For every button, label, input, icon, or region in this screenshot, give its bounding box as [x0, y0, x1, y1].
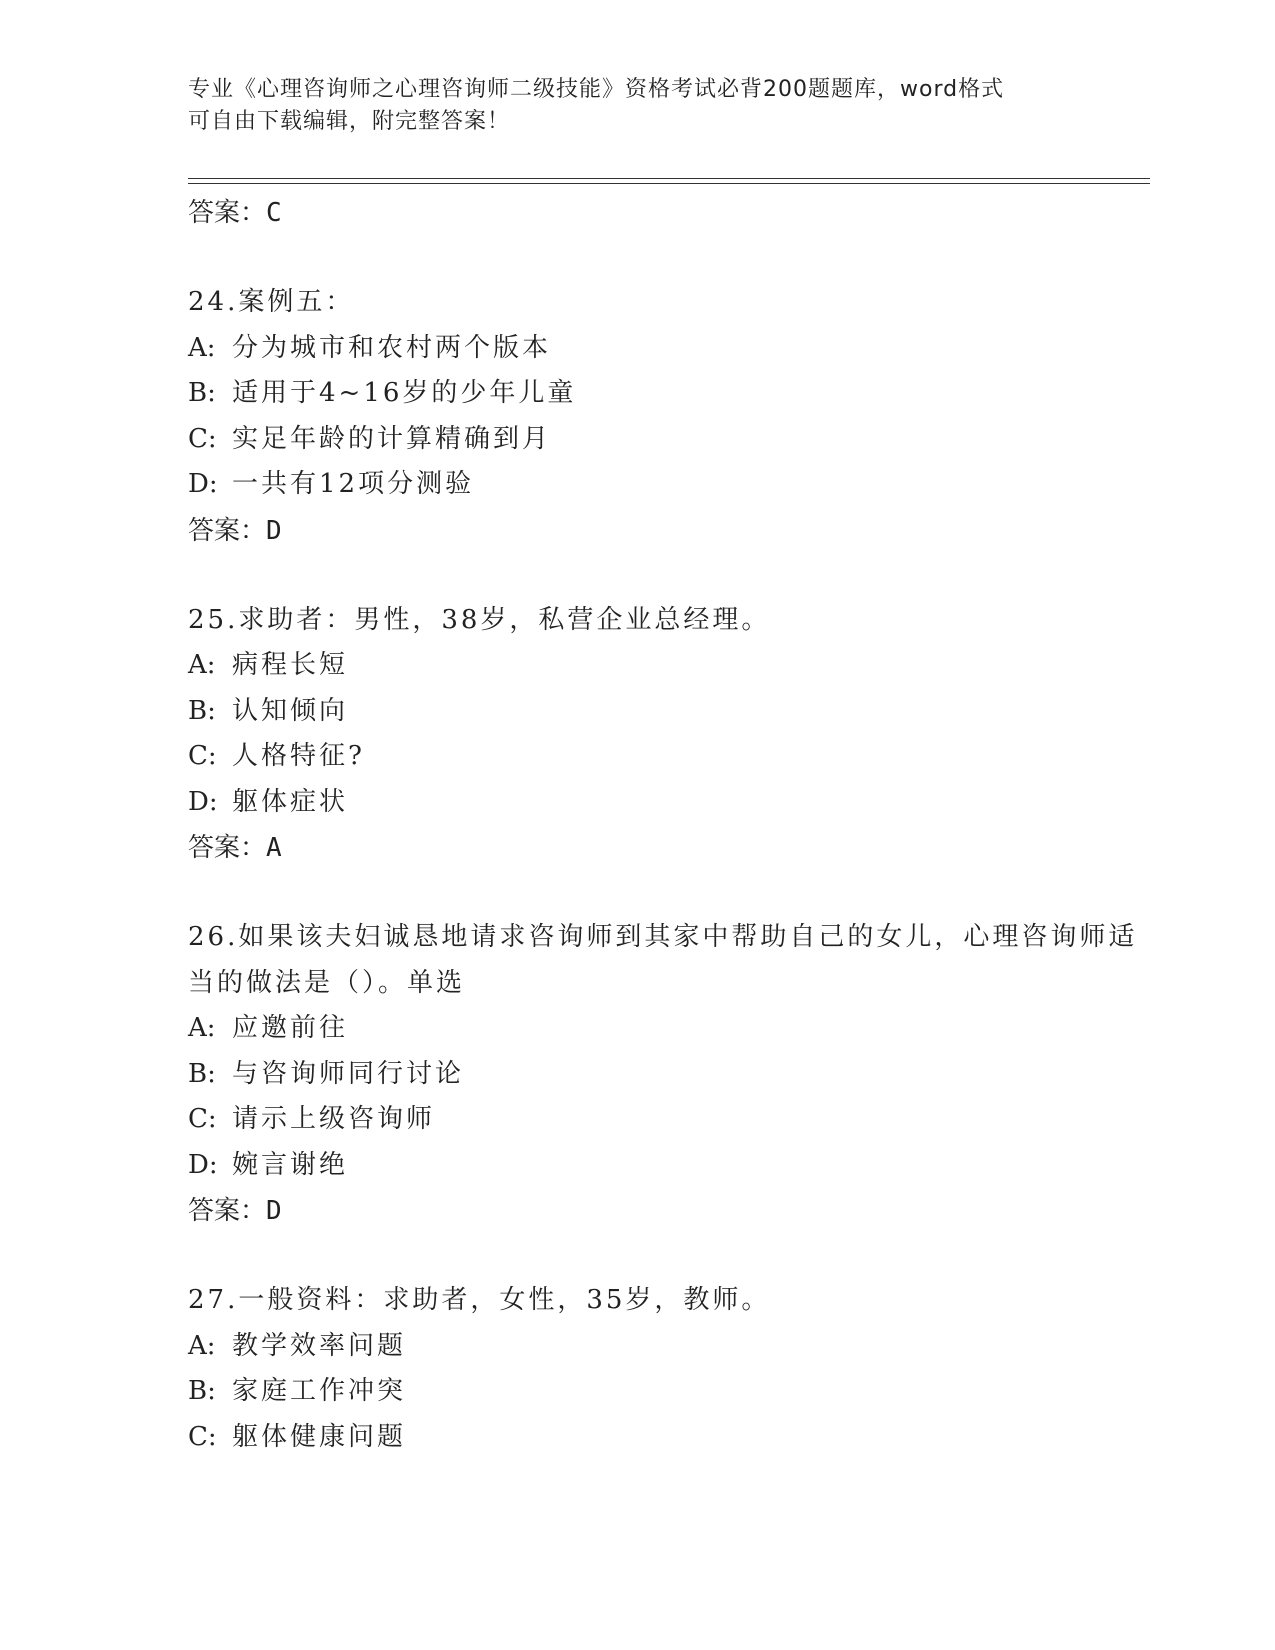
option-letter: A: — [188, 1013, 216, 1043]
option-letter: B: — [188, 1058, 216, 1089]
option-text: 家庭工作冲突 — [232, 1376, 407, 1406]
header-divider-top — [188, 178, 1150, 179]
option-text: 分为城市和农村两个版本 — [232, 332, 552, 363]
option-a — [188, 326, 1138, 372]
question-text: 26.如果该夫妇诚恳地请求咨询师到其家中帮助自己的女儿，心理咨询师适当的做法是（）。单选 — [188, 922, 1138, 998]
option-letter: B: — [188, 378, 216, 408]
option-text: 适用于4~16岁的少年儿童 — [232, 378, 577, 408]
option-letter: A: — [188, 332, 216, 363]
header-divider-bottom — [188, 183, 1150, 184]
option-text: 请示上级咨询师 — [232, 1104, 436, 1134]
option-letter: B: — [188, 695, 216, 726]
option-text: 应邀前往 — [232, 1013, 349, 1043]
option-c — [188, 417, 1138, 463]
question-25 — [188, 598, 1138, 872]
option-c — [188, 734, 1138, 780]
option-letter: D: — [188, 786, 218, 817]
option-text: 躯体症状 — [232, 786, 349, 817]
option-text: 一共有12项分测验 — [232, 469, 475, 499]
option-d — [188, 462, 1138, 508]
option-a — [188, 643, 1138, 689]
option-letter: C: — [188, 1104, 217, 1134]
answer-line: 答案：A — [188, 833, 282, 863]
option-c — [188, 1097, 1138, 1143]
option-letter: C: — [188, 1421, 217, 1452]
option-a — [188, 1006, 1138, 1052]
question-text: 24.案例五： — [188, 287, 355, 317]
header-line-2: 可自由下载编辑，附完整答案！ — [188, 109, 511, 134]
option-text: 与咨询师同行讨论 — [232, 1058, 465, 1089]
option-b — [188, 1052, 1138, 1098]
option-d — [188, 1143, 1138, 1189]
option-letter: C: — [188, 741, 217, 771]
option-text: 病程长短 — [232, 650, 349, 680]
question-list — [188, 190, 1138, 1460]
question-27 — [188, 1278, 1138, 1460]
answer-line: 答案：D — [188, 1196, 282, 1226]
option-text: 人格特征? — [232, 741, 365, 771]
option-text: 躯体健康问题 — [232, 1421, 407, 1452]
option-letter: A: — [188, 1330, 216, 1361]
answer-line: 答案：D — [188, 515, 282, 546]
option-letter: A: — [188, 650, 216, 680]
question-text: 27.一般资料：求助者，女性，35岁，教师。 — [188, 1285, 771, 1315]
option-b — [188, 371, 1138, 417]
option-letter: D: — [188, 1149, 218, 1180]
option-text: 认知倾向 — [232, 695, 349, 726]
option-text: 实足年龄的计算精确到月 — [232, 423, 552, 454]
question-26 — [188, 915, 1138, 1234]
option-b — [188, 1369, 1138, 1415]
question-text: 25.求助者：男性，38岁，私营企业总经理。 — [188, 604, 771, 635]
option-text: 教学效率问题 — [232, 1330, 407, 1361]
option-text: 婉言谢绝 — [232, 1149, 349, 1180]
option-letter: B: — [188, 1376, 216, 1406]
option-letter: D: — [188, 469, 218, 499]
header-line-1: 专业《心理咨询师之心理咨询师二级技能》资格考试必背200题题库，word格式 — [188, 77, 1005, 102]
option-letter: C: — [188, 423, 217, 454]
option-a — [188, 1324, 1138, 1370]
document-header — [188, 74, 1088, 138]
option-c — [188, 1415, 1138, 1461]
option-b — [188, 689, 1138, 735]
option-d — [188, 780, 1138, 826]
answer-line: 答案：C — [188, 198, 282, 228]
question-24 — [188, 280, 1138, 554]
